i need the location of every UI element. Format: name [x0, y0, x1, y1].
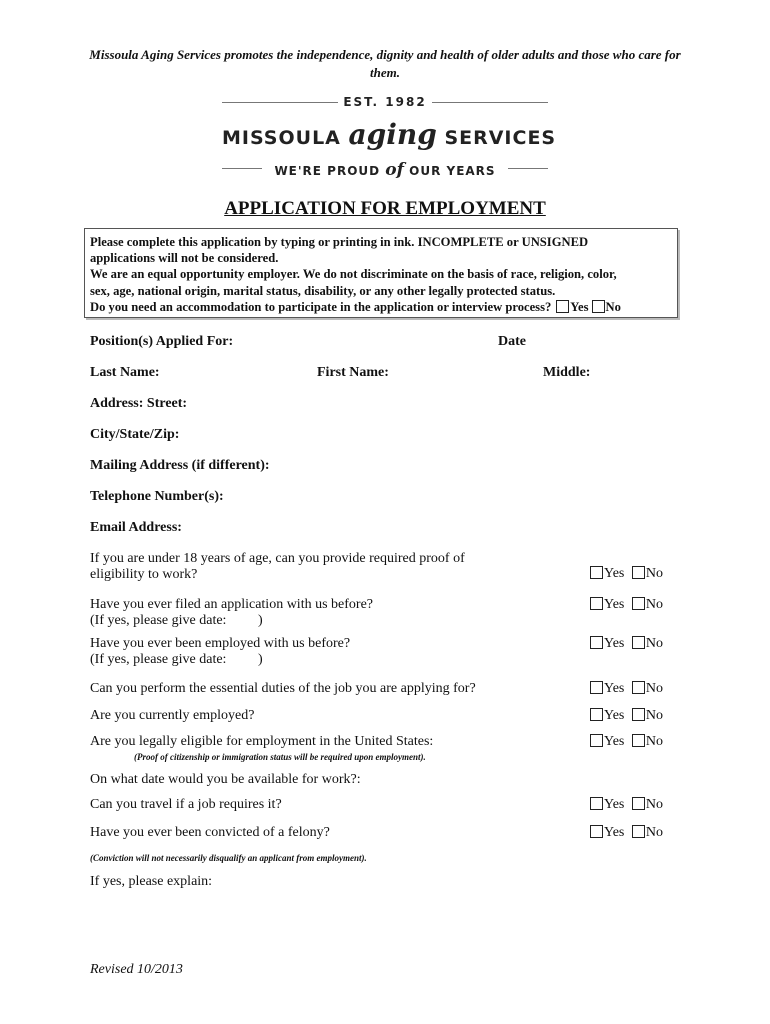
- email-label: Email Address:: [90, 520, 182, 535]
- question-filed-before-line-1: Have you ever filed an application with us before?: [90, 597, 374, 612]
- notice-line-4: sex, age, national origin, marital status, disability, or any other legally protected status.: [90, 283, 556, 298]
- accommodation-row: [90, 299, 672, 315]
- felony-no-checkbox[interactable]: [632, 825, 645, 838]
- logo-est: EST. 1982: [343, 95, 427, 109]
- felony-yes-checkbox[interactable]: [590, 825, 603, 838]
- notice-box: [84, 228, 678, 318]
- filed-before-no-label: No: [645, 597, 663, 612]
- question-under-18: [90, 551, 465, 583]
- legally-eligible-no-label: No: [645, 734, 663, 749]
- employed-before-yes-checkbox[interactable]: [590, 636, 603, 649]
- street-address-label: Address: Street:: [90, 396, 188, 411]
- currently-employed-yes-label: Yes: [604, 708, 625, 723]
- felony-answer: [590, 825, 663, 841]
- telephone-label: Telephone Number(s):: [90, 489, 224, 504]
- city-state-zip-label: City/State/Zip:: [90, 427, 180, 442]
- organization-logo: [222, 92, 557, 182]
- employed-before-answer: [590, 636, 663, 652]
- essential-duties-no-checkbox[interactable]: [632, 681, 645, 694]
- filed-before-answer: [590, 597, 663, 613]
- logo-tag-right: OUR YEARS: [409, 164, 496, 178]
- notice-line-3: We are an equal opportunity employer. We do not discriminate on the basis of race, religion, color,: [90, 267, 617, 282]
- travel-yes-label: Yes: [604, 797, 625, 812]
- under-18-no-label: No: [645, 566, 663, 581]
- page-title: APPLICATION FOR EMPLOYMENT: [224, 198, 546, 219]
- mission-statement: Missoula Aging Services promotes the independence, dignity and health of older adults and those who care for them.: [89, 47, 681, 80]
- felony-yes-label: Yes: [604, 825, 625, 840]
- travel-no-label: No: [645, 797, 663, 812]
- question-available-date: On what date would you be available for work?:: [90, 772, 361, 787]
- currently-employed-answer: [590, 708, 663, 724]
- question-employed-before-line-2: (If yes, please give date: ): [90, 652, 263, 667]
- question-explain: If yes, please explain:: [90, 874, 213, 889]
- legally-eligible-answer: [590, 734, 663, 750]
- essential-duties-no-label: No: [645, 681, 663, 696]
- first-name-label: First Name:: [317, 365, 389, 380]
- essential-duties-yes-label: Yes: [604, 681, 625, 696]
- under-18-answer: [590, 566, 663, 582]
- logo-name-left: MISSOULA: [222, 127, 341, 149]
- notice-line-2: applications will not be considered.: [90, 251, 279, 266]
- accommodation-no-checkbox[interactable]: [592, 300, 605, 313]
- mailing-address-label: Mailing Address (if different):: [90, 458, 270, 473]
- filed-before-yes-checkbox[interactable]: [590, 597, 603, 610]
- logo-tagline: [222, 160, 548, 180]
- essential-duties-yes-checkbox[interactable]: [590, 681, 603, 694]
- employed-before-no-label: No: [645, 636, 663, 651]
- legally-eligible-no-checkbox[interactable]: [632, 734, 645, 747]
- logo-name: [222, 118, 557, 151]
- middle-name-label: Middle:: [543, 365, 591, 380]
- accommodation-yes-checkbox[interactable]: [556, 300, 569, 313]
- question-employed-before: [90, 636, 350, 668]
- employed-before-no-checkbox[interactable]: [632, 636, 645, 649]
- currently-employed-no-label: No: [645, 708, 663, 723]
- travel-answer: [590, 797, 663, 813]
- citizenship-note: (Proof of citizenship or immigration status will be required upon employment).: [134, 752, 426, 762]
- question-felony: Have you ever been convicted of a felony?: [90, 825, 330, 840]
- currently-employed-no-checkbox[interactable]: [632, 708, 645, 721]
- filed-before-yes-label: Yes: [604, 597, 625, 612]
- legally-eligible-yes-label: Yes: [604, 734, 625, 749]
- question-essential-duties: Can you perform the essential duties of the job you are applying for?: [90, 681, 476, 696]
- question-travel: Can you travel if a job requires it?: [90, 797, 282, 812]
- question-under-18-line-2: eligibility to work?: [90, 567, 198, 582]
- position-label: Position(s) Applied For:: [90, 334, 234, 349]
- question-legally-eligible: Are you legally eligible for employment in the United States:: [90, 734, 434, 749]
- conviction-note: (Conviction will not necessarily disqualify an applicant from employment).: [90, 853, 367, 863]
- essential-duties-answer: [590, 681, 663, 697]
- currently-employed-yes-checkbox[interactable]: [590, 708, 603, 721]
- revised-date: Revised 10/2013: [90, 962, 183, 977]
- logo-tag-left: WE'RE PROUD: [274, 164, 381, 178]
- accommodation-no-label: No: [605, 299, 621, 314]
- legally-eligible-yes-checkbox[interactable]: [590, 734, 603, 747]
- question-under-18-line-1: If you are under 18 years of age, can you provide required proof of: [90, 551, 465, 566]
- question-filed-before-line-2: (If yes, please give date: ): [90, 613, 263, 628]
- travel-yes-checkbox[interactable]: [590, 797, 603, 810]
- notice-line-1: Please complete this application by typing or printing in ink. INCOMPLETE or UNSIGNED: [90, 235, 589, 249]
- question-filed-before: [90, 597, 373, 629]
- logo-name-right: SERVICES: [444, 127, 557, 149]
- question-currently-employed: Are you currently employed?: [90, 708, 255, 723]
- under-18-yes-label: Yes: [604, 566, 625, 581]
- date-label: Date: [498, 334, 526, 349]
- question-employed-before-line-1: Have you ever been employed with us before?: [90, 636, 351, 651]
- accommodation-yes-label: Yes: [570, 299, 589, 314]
- employed-before-yes-label: Yes: [604, 636, 625, 651]
- notice-line-5: Do you need an accommodation to participate in the application or interview process?: [90, 299, 552, 314]
- under-18-yes-checkbox[interactable]: [590, 566, 603, 579]
- under-18-no-checkbox[interactable]: [632, 566, 645, 579]
- travel-no-checkbox[interactable]: [632, 797, 645, 810]
- filed-before-no-checkbox[interactable]: [632, 597, 645, 610]
- logo-tag-script: of: [385, 160, 404, 180]
- last-name-label: Last Name:: [90, 365, 160, 380]
- logo-name-script: aging: [348, 118, 437, 151]
- felony-no-label: No: [645, 825, 663, 840]
